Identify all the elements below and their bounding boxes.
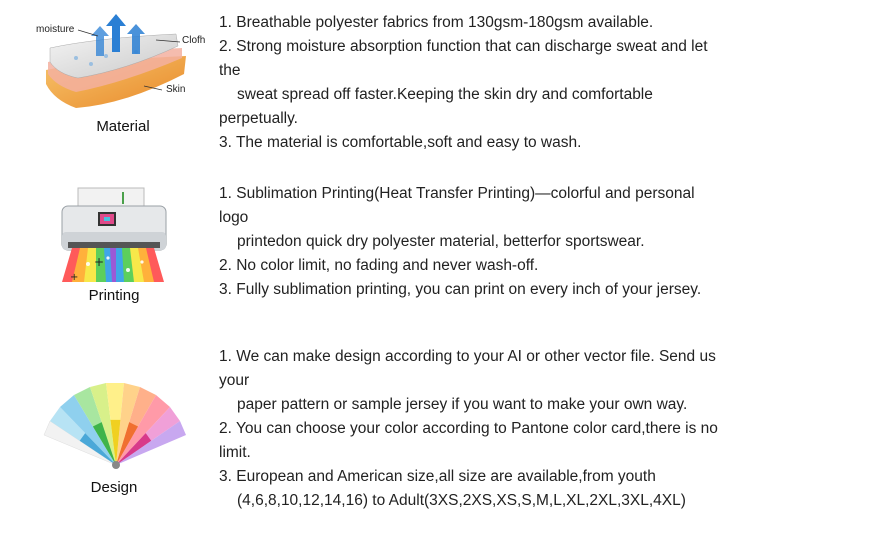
printing-section xyxy=(0,170,871,320)
printing-line-2: logo xyxy=(219,209,249,226)
printing-line-1: 1. Sublimation Printing(Heat Transfer Printing)—colorful and personal xyxy=(219,185,695,202)
design-section xyxy=(0,335,871,535)
design-line-3: paper pattern or sample jersey if you want to make your own way. xyxy=(237,396,688,413)
printing-line-5: 3. Fully sublimation printing, you can print on every inch of your jersey. xyxy=(219,281,702,298)
design-line-1: 1. We can make design according to your AI or other vector file. Send us xyxy=(219,348,716,365)
material-section xyxy=(0,0,871,160)
material-caption: Material xyxy=(96,118,150,135)
design-caption: Design xyxy=(90,479,138,496)
design-line-6: 3. European and American size,all size are available,from youth xyxy=(219,468,656,485)
skin-callout: Skin xyxy=(166,84,186,95)
color-fan-icon xyxy=(36,373,186,473)
svg-text:+: + xyxy=(70,272,79,283)
material-line-6: 3. The material is comfortable,soft and easy to wash. xyxy=(219,134,582,151)
material-line-2: 2. Strong moisture absorption function that can discharge sweat and let xyxy=(219,38,708,55)
printing-description xyxy=(219,182,759,302)
printer-icon xyxy=(58,184,170,284)
moisture-callout: moisture xyxy=(36,24,75,35)
design-line-7: (4,6,8,10,12,14,16) to Adult(3XS,2XS,XS,S,M,L,XL,2XL,3XL,4XL) xyxy=(237,492,686,509)
material-line-5: perpetually. xyxy=(219,110,298,127)
design-line-4: 2. You can choose your color according to Pantone color card,there is no xyxy=(219,420,718,437)
material-line-4: sweat spread off faster.Keeping the skin dry and comfortable xyxy=(237,86,653,103)
cloth-callout: Clofh xyxy=(182,35,206,46)
printing-line-3: printedon quick dry polyester material, betterfor sportswear. xyxy=(237,233,645,250)
printing-line-4: 2. No color limit, no fading and never wash-off. xyxy=(219,257,539,274)
material-description xyxy=(219,11,759,155)
design-line-2: your xyxy=(219,372,250,389)
material-line-1: 1. Breathable polyester fabrics from 130gsm-180gsm available. xyxy=(219,14,654,31)
svg-text:+: + xyxy=(94,255,105,269)
design-line-5: limit. xyxy=(219,444,251,461)
design-description xyxy=(219,345,759,513)
material-line-3: the xyxy=(219,62,241,79)
printing-caption: Printing xyxy=(88,287,140,304)
